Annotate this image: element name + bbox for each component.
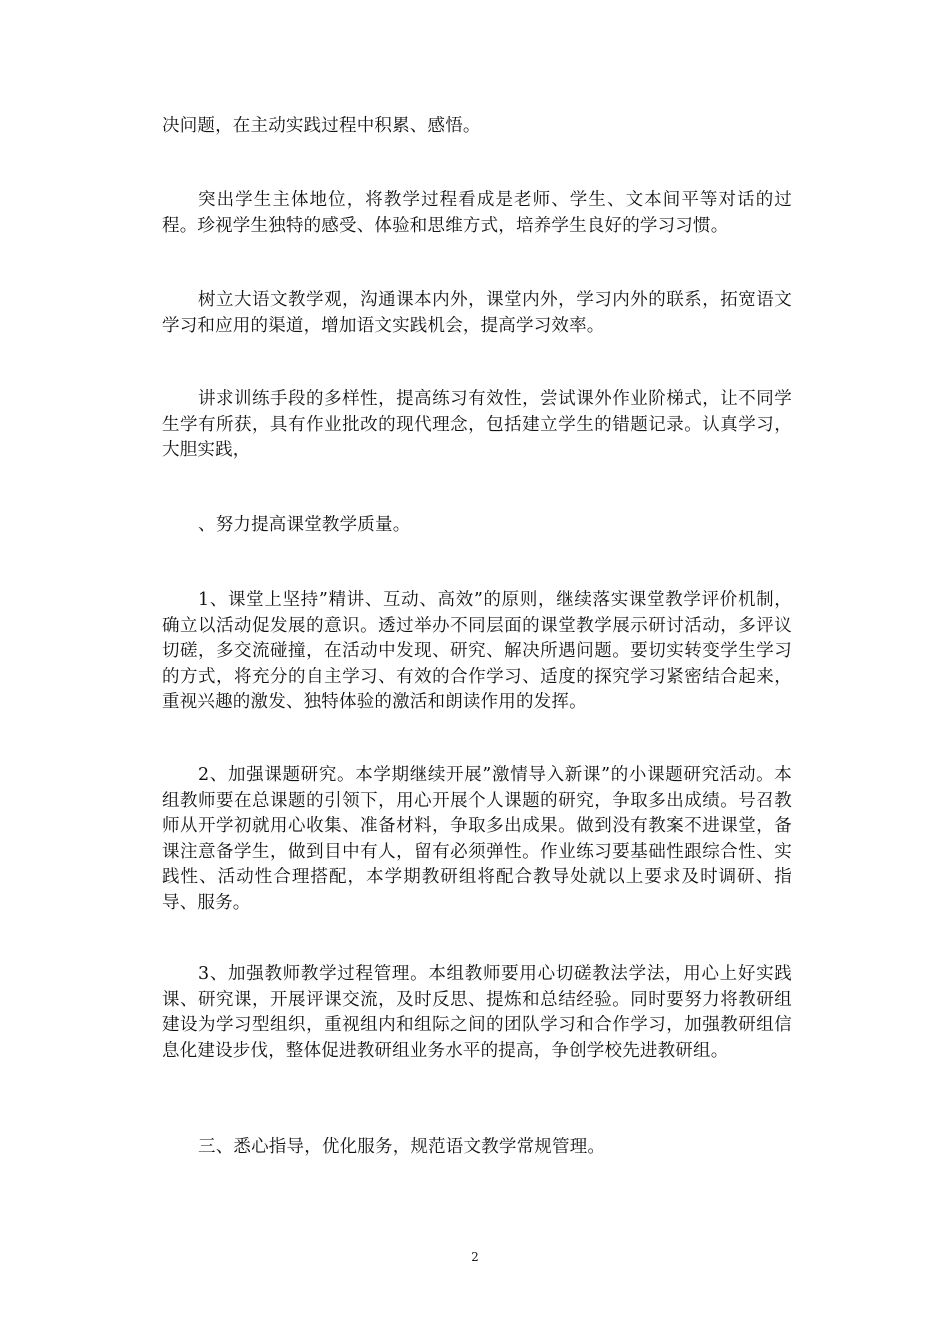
paragraph-item-1: 1、课堂上坚持”精讲、互动、高效”的原则，继续落实课堂教学评价机制，确立以活动促发展的意识。透过举办不同层面的课堂教学展示研讨活动，多评议切磋，多交流碰撞，在活动中发现、研究、解决所遇问题。要切实转变学生学习的方式，将充分的自主学习、有效的合作学习、适度的探究学习紧密结合起来，重视兴趣的激发、独特体验的激活和朗读作用的发挥。 [162, 590, 792, 712]
paragraph-item-2: 2、加强课题研究。本学期继续开展”激情导入新课”的小课题研究活动。本组教师要在总课题的引领下，用心开展个人课题的研究，争取多出成绩。号召教师从开学初就用心收集、准备材料，争取多出成果。做到没有教案不进课堂，备课注意备学生，做到目中有人，留有必须弹性。作业练习要基础性跟综合性、实践性、活动性合理搭配，本学期教研组将配合教导处就以上要求及时调研、指导、服务。 [162, 765, 792, 913]
paragraph-item-3: 3、加强教师教学过程管理。本组教师要用心切磋教法学法，用心上好实践课、研究课，开展评课交流，及时反思、提炼和总结经验。同时要努力将教研组建设为学习型组织，重视组内和组际之间的团队学习和合作学习，加强教研组信息化建设步伐，整体促进教研组业务水平的提高，争创学校先进教研组。 [162, 964, 792, 1061]
paragraph-continuation: 决问题，在主动实践过程中积累、感悟。 [162, 116, 481, 136]
paragraph-chinese-teaching-view: 树立大语文教学观，沟通课本内外，课堂内外，学习内外的联系，拓宽语文学习和应用的渠道，增加语文实践机会，提高学习效率。 [162, 290, 792, 336]
paragraph-student-subject: 突出学生主体地位，将教学过程看成是老师、学生、文本间平等对话的过程。珍视学生独特的感受、体验和思维方式，培养学生良好的学习习惯。 [162, 190, 792, 236]
section-heading-classroom-quality: 、努力提高课堂教学质量。 [198, 515, 411, 535]
section-heading-three: 三、悉心指导，优化服务，规范语文教学常规管理。 [198, 1137, 606, 1157]
paragraph-training-methods: 讲求训练手段的多样性，提高练习有效性，尝试课外作业阶梯式，让不同学生学有所获，具有作业批改的现代理念，包括建立学生的错题记录。认真学习，大胆实践， [162, 389, 792, 460]
page-number: 2 [471, 1250, 479, 1264]
